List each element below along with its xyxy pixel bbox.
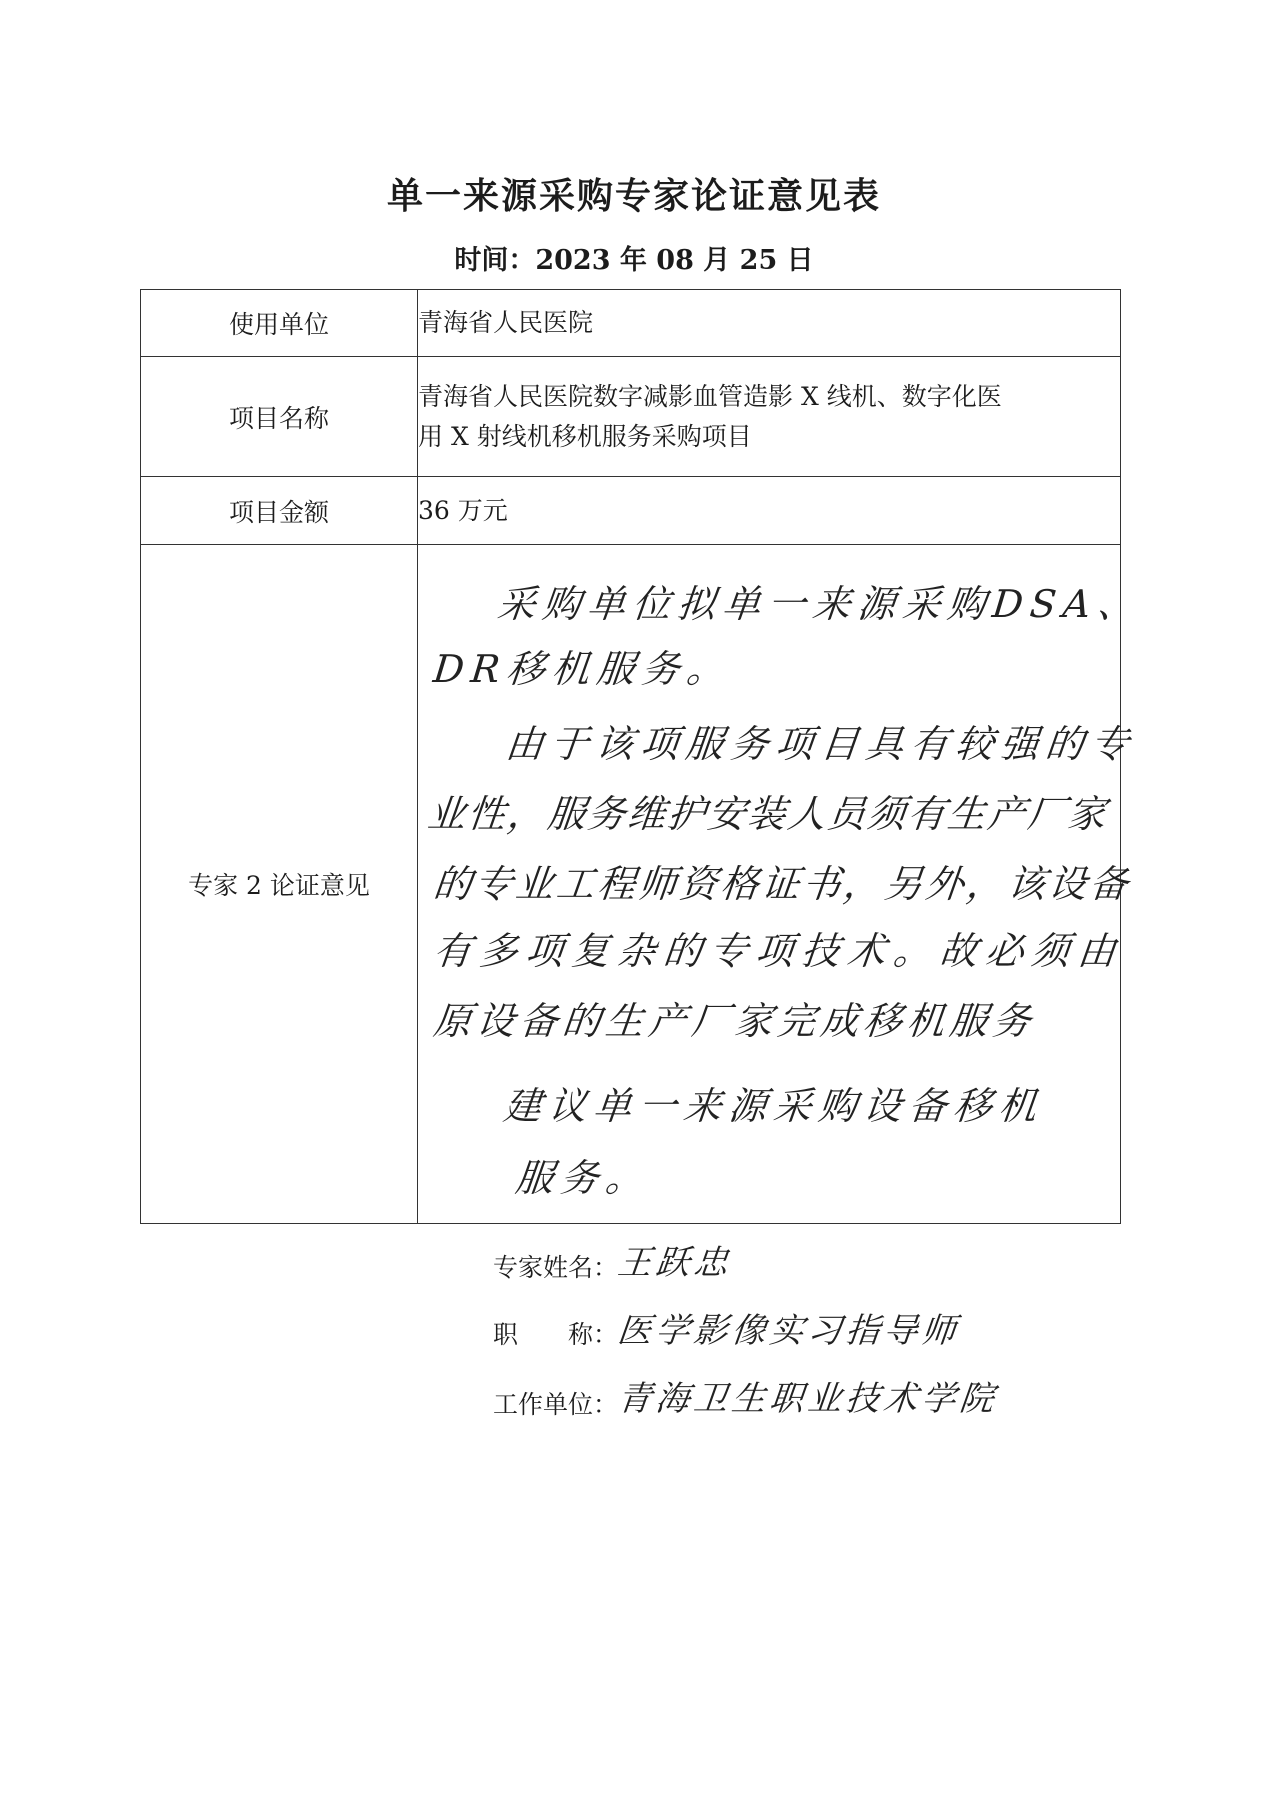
row-opinion bbox=[141, 545, 1121, 1224]
project-name-line1: 青海省人民医院数字减影血管造影 X 线机、数字化医 bbox=[418, 381, 1002, 411]
project-name-value bbox=[418, 357, 1121, 477]
row-project-name bbox=[141, 357, 1121, 477]
project-name-line2: 用 X 射线机移机服务采购项目 bbox=[418, 421, 752, 451]
opinion-form-table bbox=[140, 289, 1145, 1419]
expert-org-value: 青海卫生职业技术学院 bbox=[615, 1379, 1000, 1419]
handwritten-line-5: 的专业工程师资格证书，另外，该设备 bbox=[431, 862, 1133, 906]
opinion-label: 专家 2 论证意见 bbox=[141, 545, 418, 1224]
expert-title-label: 职 称： bbox=[493, 1320, 619, 1349]
row-amount bbox=[141, 477, 1121, 545]
handwritten-line-2: DR移机服务。 bbox=[431, 647, 735, 691]
document-title: 单一来源采购专家论证意见表 bbox=[386, 175, 881, 217]
document-date: 时间：2023 年 08 月 25 日 bbox=[454, 245, 814, 276]
unit-label: 使用单位 bbox=[141, 290, 418, 357]
handwritten-line-7: 原设备的生产厂家完成移机服务 bbox=[431, 999, 1038, 1043]
expert-name-label: 专家姓名： bbox=[493, 1253, 619, 1282]
handwritten-line-8: 建议单一来源采购设备移机 bbox=[501, 1084, 1046, 1128]
expert-name-signature: 王跃忠 bbox=[615, 1243, 734, 1283]
expert-org-label: 工作单位： bbox=[493, 1390, 619, 1419]
handwritten-line-3: 由于该项服务项目具有较强的专 bbox=[503, 722, 1138, 766]
handwritten-line-4: 业性，服务维护安装人员须有生产厂家 bbox=[425, 792, 1110, 836]
handwritten-line-9: 服务。 bbox=[513, 1156, 653, 1200]
row-unit bbox=[141, 290, 1121, 357]
opinion-content bbox=[418, 545, 1145, 1419]
unit-value: 青海省人民医院 bbox=[418, 290, 1121, 357]
handwritten-line-6: 有多项复杂的专项技术。故必须由 bbox=[431, 929, 1126, 973]
amount-value: 36 万元 bbox=[418, 477, 1121, 545]
amount-label: 项目金额 bbox=[141, 477, 418, 545]
expert-title-value: 医学影像实习指导师 bbox=[615, 1311, 962, 1351]
handwritten-line-1: 采购单位拟单一来源采购DSA、 bbox=[495, 582, 1145, 626]
project-name-label: 项目名称 bbox=[141, 357, 418, 477]
